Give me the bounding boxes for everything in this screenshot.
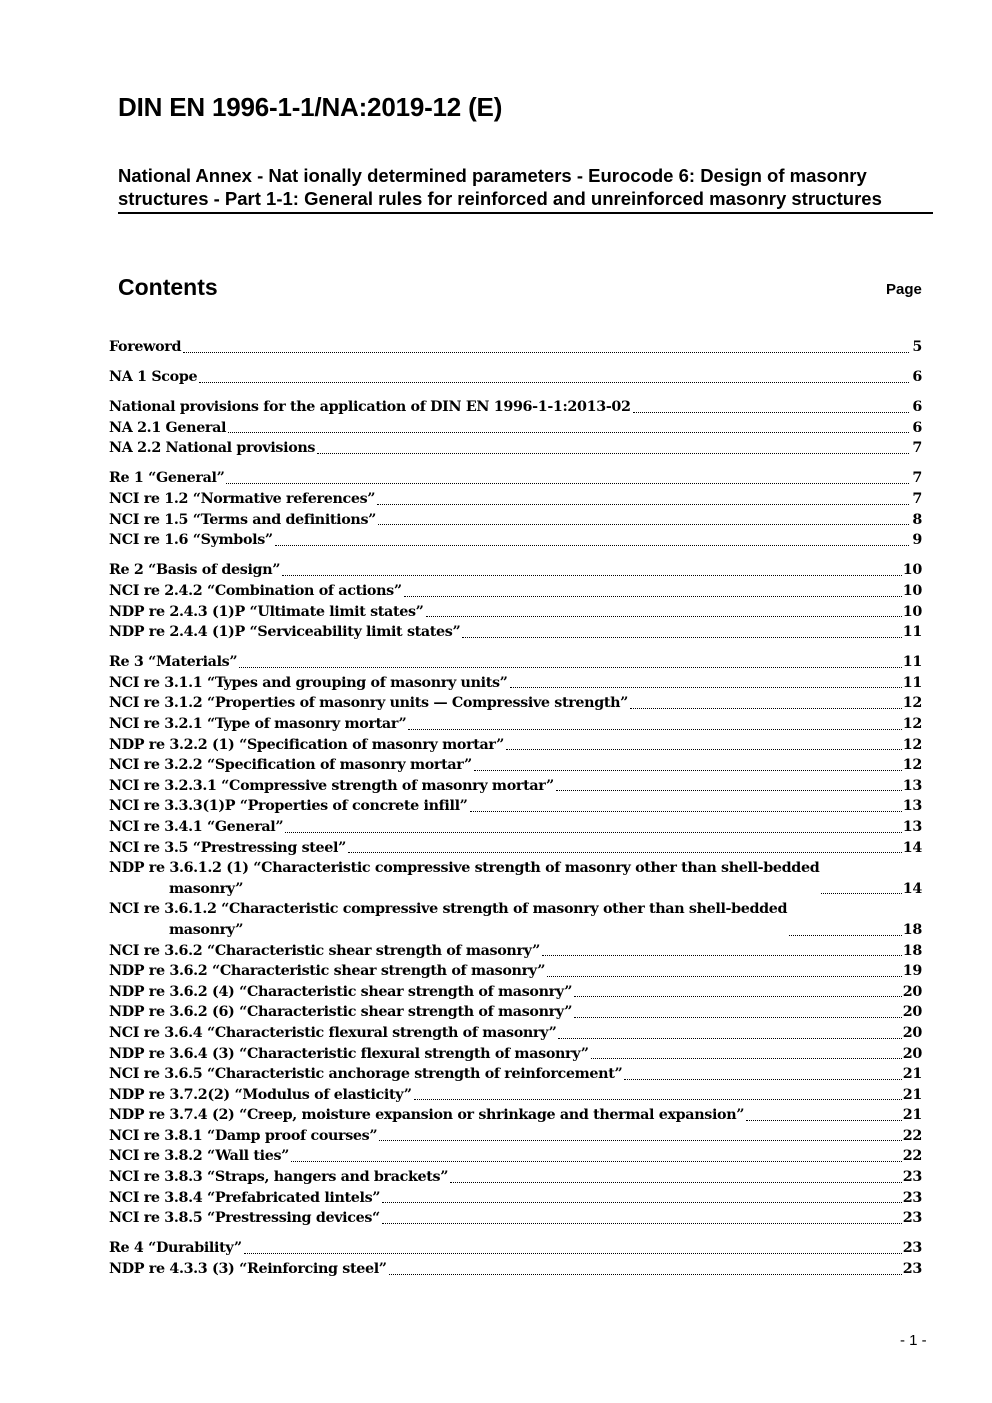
- toc-page-number: 14: [902, 839, 922, 856]
- toc-entry-title-line: NCI re 2.4.2 “Combination of actions”: [109, 582, 402, 599]
- toc-page-number: 23: [902, 1260, 922, 1277]
- toc-entry[interactable]: [109, 1023, 922, 1044]
- toc-entry-title: [109, 367, 197, 388]
- toc-entry-title-line: NCI re 3.3.3(1)P “Properties of concrete infill”: [109, 798, 468, 815]
- toc-page-number: 13: [902, 777, 922, 794]
- toc-entry-title: [109, 438, 315, 459]
- toc-entry-title: [109, 397, 631, 418]
- toc-entry[interactable]: [109, 418, 922, 439]
- toc-page-number: 20: [902, 1024, 922, 1041]
- toc-dot-leader: [462, 637, 901, 638]
- toc-dot-leader: [574, 996, 902, 997]
- page-column-label: Page: [886, 281, 922, 298]
- toc-entry-title-line: Re 3 “Materials”: [109, 654, 238, 671]
- toc-entry-title: [109, 858, 819, 899]
- toc-entry[interactable]: [109, 735, 922, 756]
- toc-entry-title-line: Re 2 “Basis of design”: [109, 562, 281, 579]
- toc-page-number: 18: [902, 942, 922, 959]
- toc-entry-title-line: NCI re 3.8.5 “Prestressing devices“: [109, 1210, 380, 1227]
- toc-entry-title: [109, 1085, 412, 1106]
- toc-entry[interactable]: [109, 982, 922, 1003]
- toc-entry[interactable]: [109, 337, 922, 358]
- toc-entry-title-line: Foreword: [109, 339, 182, 355]
- toc-page-number: 23: [902, 1189, 922, 1206]
- toc-page-number: 23: [902, 1210, 922, 1227]
- toc-entry[interactable]: [109, 1002, 922, 1023]
- toc-entry-title-line: NCI re 3.1.1 “Types and grouping of masonry units”: [109, 674, 508, 691]
- toc-entry-title: [109, 652, 237, 673]
- toc-entry-title: [109, 1188, 380, 1209]
- toc-entry-title-continuation: masonry”: [169, 921, 244, 938]
- toc-entry-title-line: National provisions for the application of DIN EN 1996-1-1:2013-02: [109, 399, 631, 416]
- toc-entry-title-line: NCI re 3.2.1 “Type of masonry mortar”: [109, 716, 407, 732]
- toc-dot-leader: [547, 976, 902, 977]
- toc-entry-title: [109, 776, 554, 797]
- toc-dot-leader: [382, 1223, 902, 1224]
- toc-group: [109, 397, 922, 459]
- toc-entry[interactable]: [109, 1238, 922, 1259]
- toc-entry-title-line: NCI re 3.6.5 “Characteristic anchorage strength of reinforcement”: [109, 1066, 623, 1083]
- toc-dot-leader: [542, 955, 902, 956]
- toc-dot-leader: [199, 382, 909, 383]
- toc-entry-title-line: NCI re 3.6.4 “Characteristic flexural strength of masonry”: [109, 1024, 557, 1041]
- toc-entry-title-line: NDP re 3.6.2 “Characteristic shear strength of masonry”: [109, 963, 546, 980]
- toc-entry-title: [109, 735, 504, 756]
- toc-entry[interactable]: [109, 796, 922, 817]
- toc-entry[interactable]: [109, 673, 922, 694]
- toc-dot-leader: [789, 935, 902, 936]
- toc-dot-leader: [275, 545, 909, 546]
- toc-page-number: 21: [902, 1107, 922, 1124]
- toc-dot-leader: [633, 412, 909, 413]
- toc-dot-leader: [414, 1099, 902, 1100]
- toc-entry-title-line: NCI re 3.6.2 “Characteristic shear strength of masonry”: [109, 942, 541, 959]
- toc-entry[interactable]: [109, 560, 922, 581]
- toc-dot-leader: [474, 770, 902, 771]
- toc-entry-title-line: NCI re 3.6.1.2 “Characteristic compressive strength of masonry other than shell-bedded: [109, 901, 788, 918]
- toc-dot-leader: [426, 616, 902, 617]
- toc-page-number: 10: [902, 603, 922, 620]
- toc-group: [109, 468, 922, 550]
- toc-dot-leader: [408, 729, 901, 730]
- toc-entry-title: [109, 418, 226, 439]
- toc-page-number: 21: [902, 1066, 922, 1083]
- toc-dot-leader: [382, 1202, 902, 1203]
- toc-dot-leader: [624, 1079, 901, 1080]
- toc-dot-leader: [574, 1017, 902, 1018]
- toc-entry-title-line: NDP re 3.7.4 (2) “Creep, moisture expansion or shrinkage and thermal expansion”: [109, 1107, 745, 1124]
- toc-entry[interactable]: [109, 838, 922, 859]
- toc-entry-title: [109, 468, 224, 489]
- toc-dot-leader: [348, 852, 902, 853]
- toc-dot-leader: [591, 1058, 902, 1059]
- toc-entry-title: [109, 1146, 289, 1167]
- toc-dot-leader: [377, 504, 909, 505]
- toc-page-number: 11: [902, 674, 922, 691]
- toc-page-number: 13: [902, 818, 922, 835]
- toc-entry-title-line: NCI re 3.8.1 “Damp proof courses”: [109, 1127, 378, 1144]
- toc-entry[interactable]: [109, 530, 922, 551]
- toc-entry-title: [109, 982, 572, 1003]
- toc-dot-leader: [389, 1274, 902, 1275]
- toc-page-number: 5: [912, 339, 922, 355]
- document-subtitle: National Annex - Nat ionally determined parameters - Eurocode 6: Design of masonry structures - Part 1-1: General rules for reinforced and unreinforced masonry structures: [118, 164, 933, 214]
- toc-entry-title-line: NA 2.1 General: [109, 419, 227, 436]
- toc-entry-title: [109, 337, 181, 358]
- toc-dot-leader: [510, 687, 902, 688]
- toc-dot-leader: [470, 811, 902, 812]
- toc-page-number: 6: [912, 369, 922, 386]
- toc-page-number: 12: [902, 716, 922, 732]
- toc-entry[interactable]: [109, 652, 922, 673]
- toc-page-number: 7: [912, 470, 922, 487]
- toc-dot-leader: [317, 453, 909, 454]
- toc-entry-title: [109, 1126, 377, 1147]
- toc-page-number: 6: [912, 399, 922, 416]
- toc-entry-title-line: NCI re 1.6 “Symbols”: [109, 532, 273, 549]
- toc-entry[interactable]: [109, 468, 922, 489]
- toc-entry[interactable]: [109, 1126, 922, 1147]
- toc-dot-leader: [378, 524, 909, 525]
- toc-entry-title: [109, 560, 280, 581]
- toc-entry-title: [109, 1023, 556, 1044]
- toc-group: [109, 337, 922, 358]
- toc-entry-title: [109, 899, 787, 940]
- toc-entry[interactable]: [109, 1064, 922, 1085]
- toc-dot-leader: [558, 1038, 901, 1039]
- toc-entry[interactable]: [109, 1259, 922, 1280]
- toc-entry-title-line: NCI re 3.1.2 “Properties of masonry units — Compressive strength”: [109, 695, 629, 712]
- toc-entry-title-line: NDP re 2.4.4 (1)P “Serviceability limit states”: [109, 624, 461, 641]
- toc-entry[interactable]: [109, 602, 922, 623]
- toc-entry[interactable]: [109, 941, 922, 962]
- toc-dot-leader: [226, 483, 909, 484]
- toc-entry[interactable]: [109, 899, 922, 940]
- toc-dot-leader: [404, 596, 902, 597]
- toc-entry-title: [109, 961, 545, 982]
- document-title: DIN EN 1996-1-1/NA:2019-12 (E): [118, 92, 503, 122]
- toc-page-number: 18: [902, 921, 922, 938]
- toc-entry-title-line: NCI re 3.2.3.1 “Compressive strength of masonry mortar”: [109, 777, 554, 794]
- toc-page-number: 11: [902, 654, 922, 671]
- toc-entry-title-line: NCI re 3.8.2 “Wall ties”: [109, 1148, 290, 1165]
- toc-page-number: 23: [902, 1240, 922, 1257]
- toc-dot-leader: [285, 832, 902, 833]
- toc-dot-leader: [228, 432, 909, 433]
- toc-page-number: 14: [902, 880, 922, 897]
- toc-entry[interactable]: [109, 961, 922, 982]
- toc-entry-title-line: NDP re 3.7.2(2) “Modulus of elasticity”: [109, 1086, 412, 1103]
- toc-entry[interactable]: [109, 397, 922, 418]
- toc-dot-leader: [291, 1161, 902, 1162]
- toc-page-number: 7: [912, 491, 922, 508]
- toc-page-number: 9: [912, 532, 922, 549]
- toc-dot-leader: [746, 1120, 902, 1121]
- toc-group: [109, 560, 922, 642]
- toc-entry[interactable]: [109, 714, 922, 735]
- toc-page-number: 20: [902, 1045, 922, 1062]
- table-of-contents: [109, 337, 922, 1289]
- toc-entry[interactable]: [109, 1105, 922, 1126]
- toc-entry-title: [109, 817, 283, 838]
- toc-entry[interactable]: [109, 776, 922, 797]
- toc-entry-title: [109, 1259, 387, 1280]
- toc-page-number: 12: [902, 757, 922, 774]
- toc-entry-title-continuation: masonry”: [169, 880, 244, 897]
- toc-group: [109, 367, 922, 388]
- toc-entry-title: [109, 602, 424, 623]
- toc-entry-title-line: NDP re 3.6.1.2 (1) “Characteristic compressive strength of masonry other than shell-bedded: [109, 860, 820, 877]
- toc-dot-leader: [506, 749, 902, 750]
- toc-entry[interactable]: [109, 858, 922, 899]
- toc-entry-title: [109, 1208, 380, 1229]
- toc-entry-title-line: NDP re 2.4.3 (1)P “Ultimate limit states”: [109, 603, 424, 620]
- toc-group: [109, 652, 922, 1229]
- toc-page-number: 20: [902, 983, 922, 1000]
- toc-entry-title-line: NA 2.2 National provisions: [109, 440, 316, 457]
- toc-entry[interactable]: [109, 438, 922, 459]
- toc-entry-title: [109, 1064, 622, 1085]
- toc-entry-title: [109, 1044, 589, 1065]
- toc-entry[interactable]: [109, 693, 922, 714]
- toc-entry-title: [109, 796, 468, 817]
- toc-entry-title-line: Re 4 “Durability”: [109, 1240, 242, 1257]
- toc-entry-title-line: NCI re 3.5 “Prestressing steel”: [109, 839, 347, 856]
- toc-entry-title-line: Re 1 “General”: [109, 470, 225, 487]
- toc-entry-title-line: NCI re 3.2.2 “Specification of masonry mortar”: [109, 757, 472, 774]
- toc-entry-title-line: NCI re 3.8.4 “Prefabricated lintels”: [109, 1189, 381, 1206]
- toc-page-number: 20: [902, 1004, 922, 1021]
- toc-entry[interactable]: [109, 1208, 922, 1229]
- toc-entry-title: [109, 673, 508, 694]
- toc-entry-title: [109, 838, 346, 859]
- toc-entry-title-line: NA 1 Scope: [109, 369, 198, 386]
- toc-entry-title: [109, 622, 460, 643]
- toc-entry[interactable]: [109, 489, 922, 510]
- toc-page-number: 11: [902, 624, 922, 641]
- toc-entry-title-line: NDP re 3.6.4 (3) “Characteristic flexural strength of masonry”: [109, 1045, 589, 1062]
- toc-dot-leader: [282, 575, 902, 576]
- toc-entry[interactable]: [109, 755, 922, 776]
- toc-entry-title: [109, 1167, 448, 1188]
- toc-dot-leader: [556, 790, 902, 791]
- contents-heading: Contents: [118, 274, 218, 300]
- toc-entry-title: [109, 530, 273, 551]
- toc-page-number: 6: [912, 419, 922, 436]
- toc-page-number: 8: [912, 511, 922, 528]
- toc-entry-title-line: NDP re 3.2.2 (1) “Specification of masonry mortar”: [109, 736, 504, 753]
- toc-page-number: 19: [902, 963, 922, 980]
- toc-entry-title: [109, 510, 376, 531]
- toc-page-number: 12: [902, 695, 922, 712]
- toc-entry[interactable]: [109, 817, 922, 838]
- toc-page-number: 21: [902, 1086, 922, 1103]
- toc-entry-title: [109, 489, 375, 510]
- toc-page-number: 10: [902, 562, 922, 579]
- toc-page-number: 22: [902, 1148, 922, 1165]
- toc-page-number: 22: [902, 1127, 922, 1144]
- toc-entry[interactable]: [109, 1146, 922, 1167]
- toc-dot-leader: [239, 667, 902, 668]
- toc-entry-title: [109, 1105, 744, 1126]
- toc-entry[interactable]: [109, 622, 922, 643]
- toc-dot-leader: [450, 1182, 902, 1183]
- toc-page-number: 12: [902, 736, 922, 753]
- toc-entry-title: [109, 755, 472, 776]
- toc-entry-title-line: NCI re 3.8.3 “Straps, hangers and brackets”: [109, 1169, 449, 1186]
- toc-entry-title: [109, 1238, 242, 1259]
- toc-dot-leader: [630, 708, 902, 709]
- toc-group: [109, 1238, 922, 1279]
- toc-entry[interactable]: [109, 1085, 922, 1106]
- toc-entry[interactable]: [109, 1188, 922, 1209]
- toc-entry-title: [109, 693, 628, 714]
- toc-dot-leader: [183, 352, 909, 353]
- toc-entry[interactable]: [109, 367, 922, 388]
- toc-entry[interactable]: [109, 1044, 922, 1065]
- toc-entry-title-line: NCI re 1.2 “Normative references”: [109, 491, 376, 508]
- toc-entry[interactable]: [109, 581, 922, 602]
- toc-entry[interactable]: [109, 1167, 922, 1188]
- toc-page-number: 10: [902, 582, 922, 599]
- toc-entry-title: [109, 714, 406, 735]
- footer-page-number: - 1 -: [900, 1332, 927, 1349]
- toc-entry-title-line: NDP re 4.3.3 (3) “Reinforcing steel”: [109, 1260, 387, 1277]
- toc-entry-title: [109, 941, 540, 962]
- toc-entry[interactable]: [109, 510, 922, 531]
- toc-entry-title-line: NDP re 3.6.2 (4) “Characteristic shear strength of masonry”: [109, 983, 573, 1000]
- toc-entry-title: [109, 581, 402, 602]
- toc-page-number: 13: [902, 798, 922, 815]
- toc-entry-title-line: NCI re 1.5 “Terms and definitions”: [109, 511, 377, 528]
- toc-entry-title-line: NDP re 3.6.2 (6) “Characteristic shear strength of masonry”: [109, 1004, 573, 1021]
- toc-entry-title-line: NCI re 3.4.1 “General”: [109, 818, 284, 835]
- toc-dot-leader: [244, 1253, 902, 1254]
- toc-page-number: 23: [902, 1169, 922, 1186]
- toc-dot-leader: [379, 1140, 902, 1141]
- toc-dot-leader: [821, 893, 901, 894]
- toc-entry-title: [109, 1002, 572, 1023]
- toc-page-number: 7: [912, 440, 922, 457]
